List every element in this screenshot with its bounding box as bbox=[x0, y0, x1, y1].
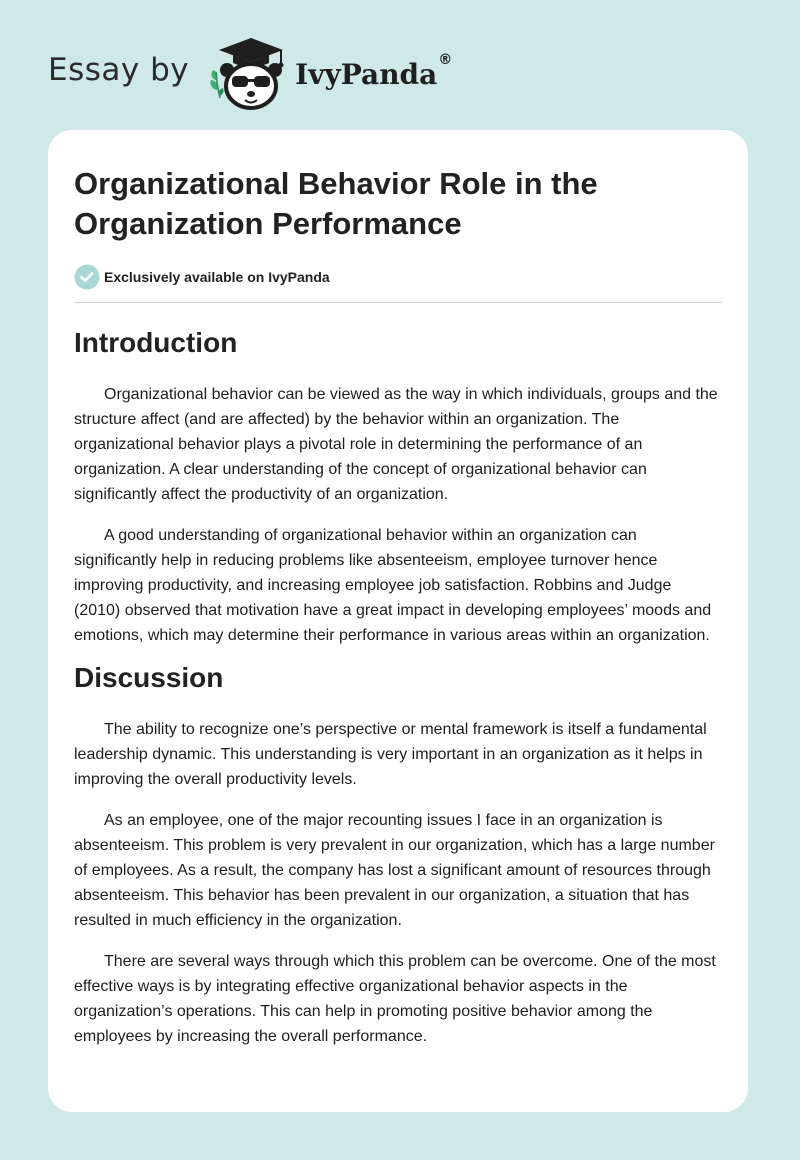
brand-name: IvyPanda® bbox=[295, 51, 453, 91]
paragraph: The ability to recognize one’s perspective or mental framework is itself a fundamental leadership dynamic. This understanding is very important in an organization as it helps in improving the overall productivity levels. bbox=[74, 721, 707, 788]
exclusive-badge bbox=[74, 264, 722, 290]
paragraph: Organizational behavior can be viewed as the way in which individuals, groups and the structure affect (and are affected) by the behavior within an organization. The organizational behavior plays a pivotal role in determining the performance of an organization. A clear understanding of the concept of organizational behavior can significantly affect the productivity of an organization. bbox=[74, 386, 718, 503]
section-heading-discussion: Discussion bbox=[74, 662, 224, 693]
registered-mark: ® bbox=[438, 51, 453, 68]
panda-graduate-logo-icon bbox=[203, 34, 293, 114]
brand-prefix: Essay by bbox=[48, 52, 190, 88]
section-heading-introduction: Introduction bbox=[74, 327, 238, 358]
check-circle-icon bbox=[74, 264, 100, 290]
brand-header bbox=[48, 34, 452, 114]
paragraph: There are several ways through which this problem can be overcome. One of the most effective ways is by integrating effective organizational behavior aspects in the organization’s operations. This can help in promoting positive behavior among the employees by increasing the overall performance. bbox=[74, 953, 716, 1045]
essay-title: Organizational Behavior Role in the Organization Performance bbox=[74, 166, 598, 241]
exclusive-label: Exclusively available on IvyPanda bbox=[104, 269, 330, 285]
panda-head-icon bbox=[220, 63, 282, 108]
essay-card bbox=[48, 130, 748, 1112]
paragraph: A good understanding of organizational behavior within an organization can significantly help in reducing problems like absenteeism, employee turnover hence improving productivity, and increasing employee job satisfaction. Robbins and Judge (2010) observed that motivation have a great impact in developing employees’ moods and emotions, which may determine their performance in various areas within an organization. bbox=[74, 527, 712, 644]
paragraph: As an employee, one of the major recounting issues I face in an organization is absenteeism. This problem is very prevalent in our organization, which has a large number of employees. As a result, the company has lost a significant amount of resources through absenteeism. This behavior has been prevalent in our organization, a situation that has resulted in much efficiency in the organization. bbox=[74, 812, 715, 929]
divider bbox=[74, 302, 722, 303]
